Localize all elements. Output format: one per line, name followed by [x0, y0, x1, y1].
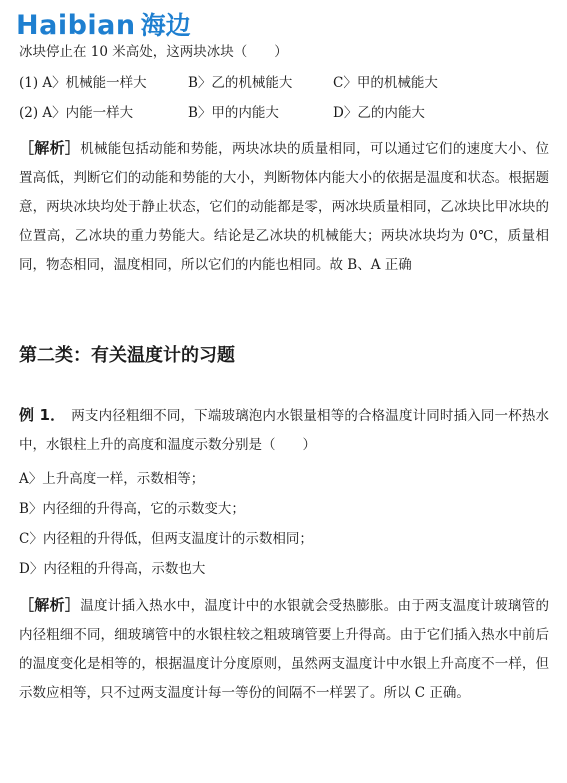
- analysis-text: 机械能包括动能和势能，两块冰块的质量相同，可以通过它们的速度大小、位置高低，判断它们的动能和势能的大小，判断物体内能大小的依据是温度和状态。根据题意，两块冰块均处于静止状态，它们的动能都是零，两冰块质量相同，乙冰块比甲冰块的位置高，乙冰块的重力势能大。结论是乙冰块的机械能大；两块冰块均为 0℃，质量相同，物态相同，温度相同，所以它们的内能也相同。故 B、A 正确: [19, 141, 549, 273]
- logo-cjk-text: 海边: [140, 11, 191, 40]
- logo-latin-text: Haibian: [16, 10, 136, 41]
- ex1-option-b: B〉内径细的升得高，它的示数变大；: [19, 501, 245, 517]
- ex1-option-c: C〉内径粗的升得低，但两支温度计的示数相同；: [19, 531, 313, 547]
- section-heading: 第二类：有关温度计的习题: [19, 345, 235, 366]
- example-label: 例 1．: [19, 406, 66, 424]
- haibian-logo: [16, 6, 191, 40]
- q1-stem: 冰块停止在 10 米高处，这两块冰块（ ）: [19, 44, 288, 60]
- example-stem-text: 两支内径粗细不同，下端玻璃泡内水银量相等的合格温度计同时插入同一杯热水中，水银柱上升的高度和温度示数分别是（ ）: [19, 408, 549, 453]
- q1-option-2b: B〉甲的内能大: [188, 105, 279, 121]
- ex1-option-d: D〉内径粗的升得高，示数也大: [19, 561, 206, 577]
- analysis-tag: ［解析］: [19, 596, 81, 614]
- ex1-analysis: [19, 591, 549, 708]
- q1-analysis: [19, 134, 549, 280]
- ex1-stem: [19, 401, 549, 460]
- q1-option-2a: (2) A〉内能一样大: [19, 105, 134, 121]
- ex1-option-a: A〉上升高度一样，示数相等；: [19, 471, 205, 487]
- q1-option-2d: D〉乙的内能大: [333, 105, 425, 121]
- q1-option-1b: B〉乙的机械能大: [188, 75, 293, 91]
- q1-option-1a: (1) A〉机械能一样大: [19, 75, 147, 91]
- analysis-text: 温度计插入热水中，温度计中的水银就会受热膨胀。由于两支温度计玻璃管的内径粗细不同，细玻璃管中的水银柱较之粗玻璃管要上升得高。由于它们插入热水中前后的温度变化是相等的，根据温度计分度原则，虽然两支温度计中水银上升高度不一样，但示数应相等，只不过两支温度计每一等份的间隔不一样罢了。所以 C 正确。: [19, 598, 549, 701]
- q1-option-1c: C〉甲的机械能大: [333, 75, 438, 91]
- analysis-tag: ［解析］: [19, 139, 81, 157]
